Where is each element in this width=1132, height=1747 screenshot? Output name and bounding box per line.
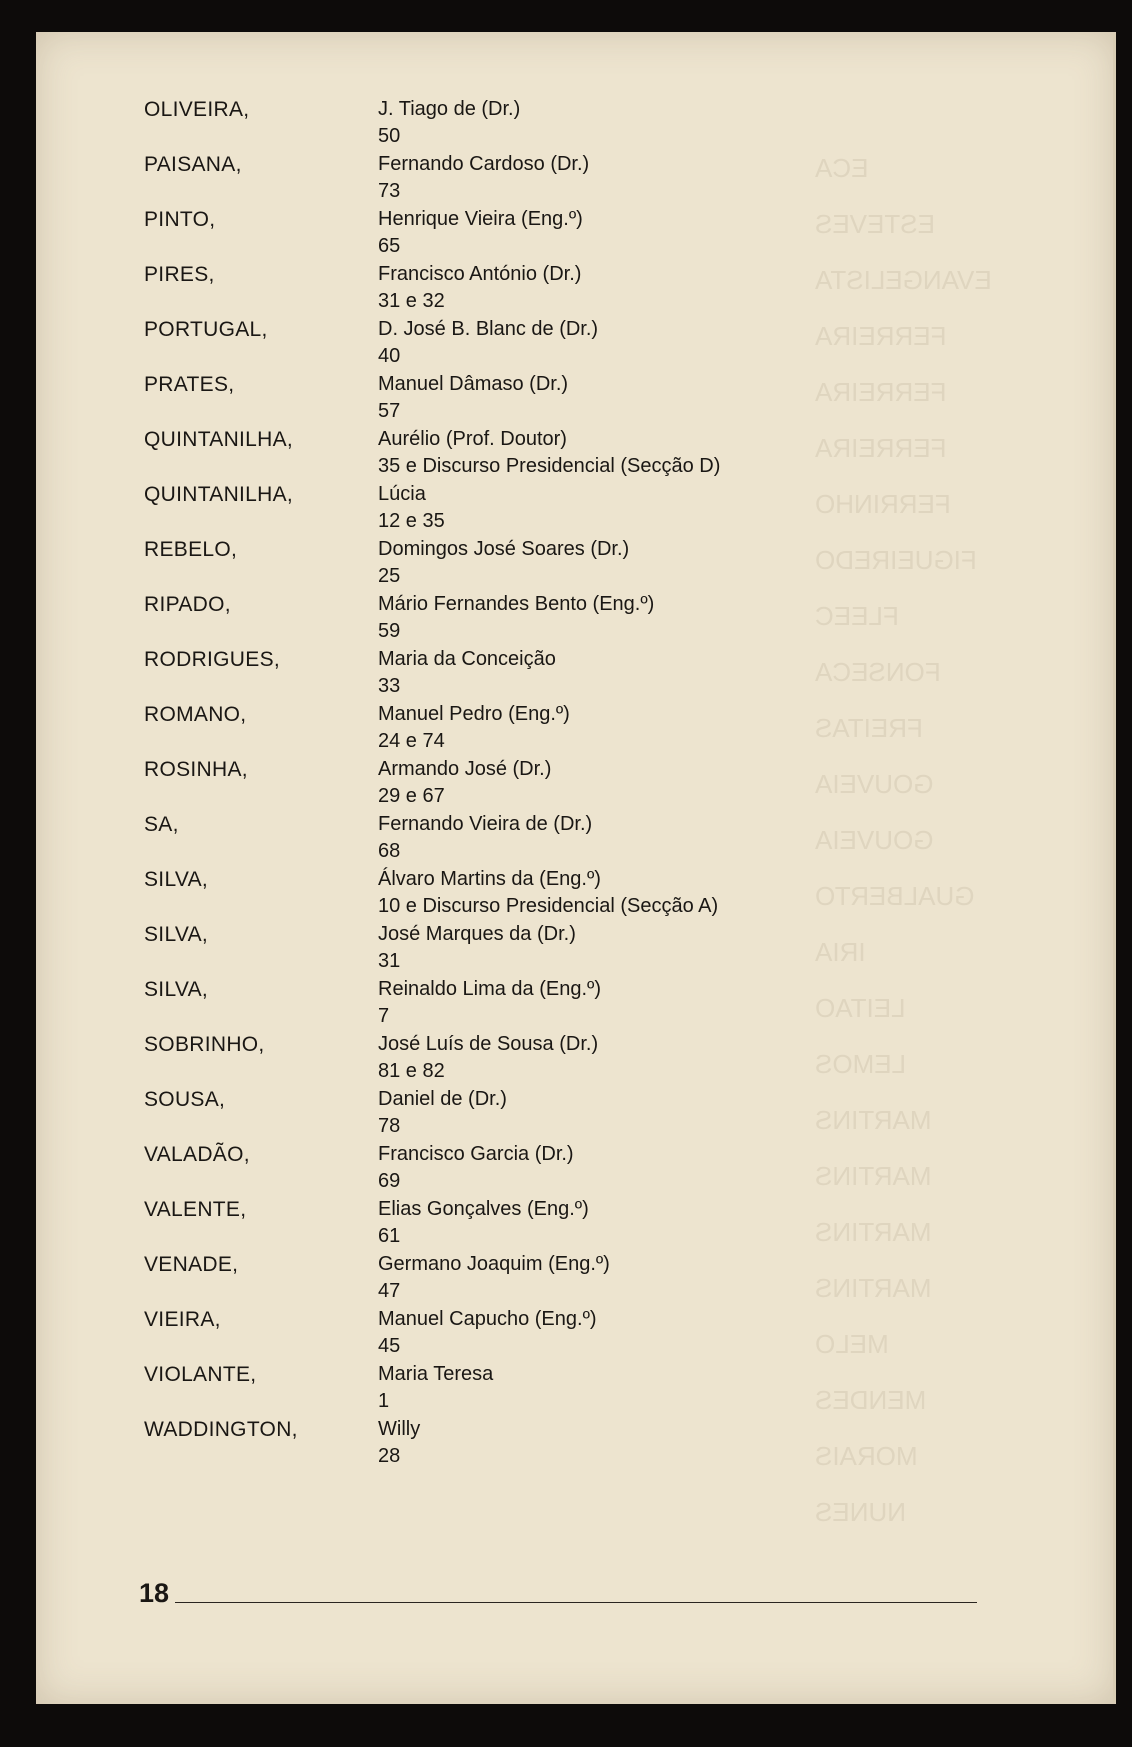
entry-detail xyxy=(378,1361,964,1416)
entry-given-name: Francisco António (Dr.) xyxy=(378,263,582,285)
entry-given-name: Germano Joaquim (Eng.º) xyxy=(378,1253,610,1275)
entry-surname: SOBRINHO, xyxy=(144,1033,265,1056)
entry-given-name: José Luís de Sousa (Dr.) xyxy=(378,1033,599,1055)
entry-detail xyxy=(378,426,964,481)
entry-surname: VENADE, xyxy=(144,1253,239,1276)
index-entry xyxy=(144,1086,964,1141)
entry-detail xyxy=(378,1306,964,1361)
entry-given-name: Lúcia xyxy=(378,483,426,505)
index-entry xyxy=(144,646,964,701)
index-entry xyxy=(144,316,964,371)
index-entry xyxy=(144,96,964,151)
entry-reference: 69 xyxy=(378,1170,401,1192)
entry-given-name: Álvaro Martins da (Eng.º) xyxy=(378,868,601,890)
entry-reference: 35 e Discurso Presidencial (Secção D) xyxy=(378,455,721,477)
entry-reference: 31 e 32 xyxy=(378,290,445,312)
entry-surname: ROSINHA, xyxy=(144,758,248,781)
entry-surname: PORTUGAL, xyxy=(144,318,268,341)
entry-given-name: Maria da Conceição xyxy=(378,648,556,670)
index-entry xyxy=(144,866,964,921)
entry-surname: SOUSA, xyxy=(144,1088,226,1111)
entry-given-name: Armando José (Dr.) xyxy=(378,758,552,780)
entry-given-name: D. José B. Blanc de (Dr.) xyxy=(378,318,599,340)
entry-detail xyxy=(378,371,964,426)
index-entry xyxy=(144,1031,964,1086)
index-entry xyxy=(144,481,964,536)
entry-reference: 59 xyxy=(378,620,401,642)
entry-reference: 10 e Discurso Presidencial (Secção A) xyxy=(378,895,719,917)
footer-rule xyxy=(175,1602,977,1603)
index-entry xyxy=(144,536,964,591)
entry-detail xyxy=(378,206,964,261)
entry-reference: 50 xyxy=(378,125,401,147)
author-index-list xyxy=(144,96,964,1471)
page-number: 18 xyxy=(139,1578,170,1608)
entry-reference: 40 xyxy=(378,345,401,367)
entry-given-name: Henrique Vieira (Eng.º) xyxy=(378,208,583,230)
index-entry xyxy=(144,206,964,261)
entry-reference: 65 xyxy=(378,235,401,257)
entry-detail xyxy=(378,811,964,866)
index-entry xyxy=(144,1306,964,1361)
entry-surname: REBELO, xyxy=(144,538,238,561)
entry-reference: 78 xyxy=(378,1115,401,1137)
entry-detail xyxy=(378,481,964,536)
entry-detail xyxy=(378,1251,964,1306)
entry-surname: VALENTE, xyxy=(144,1198,247,1221)
entry-reference: 47 xyxy=(378,1280,401,1302)
entry-reference: 73 xyxy=(378,180,401,202)
entry-surname: VIEIRA, xyxy=(144,1308,221,1331)
entry-surname: SILVA, xyxy=(144,868,209,891)
entry-given-name: Manuel Pedro (Eng.º) xyxy=(378,703,570,725)
entry-given-name: Fernando Vieira de (Dr.) xyxy=(378,813,593,835)
entry-detail xyxy=(378,921,964,976)
entry-surname: VALADÃO, xyxy=(144,1143,250,1166)
entry-reference: 12 e 35 xyxy=(378,510,445,532)
entry-surname: RIPADO, xyxy=(144,593,231,616)
entry-detail xyxy=(378,536,964,591)
entry-reference: 31 xyxy=(378,950,401,972)
entry-given-name: Reinaldo Lima da (Eng.º) xyxy=(378,978,601,1000)
entry-detail xyxy=(378,96,964,151)
entry-reference: 1 xyxy=(378,1390,390,1412)
entry-detail xyxy=(378,261,964,316)
entry-reference: 25 xyxy=(378,565,401,587)
entry-reference: 24 e 74 xyxy=(378,730,445,752)
entry-surname: PINTO, xyxy=(144,208,216,231)
entry-detail xyxy=(378,976,964,1031)
entry-given-name: Willy xyxy=(378,1418,421,1440)
entry-detail xyxy=(378,1416,964,1471)
entry-surname: PIRES, xyxy=(144,263,215,286)
entry-detail xyxy=(378,1086,964,1141)
entry-detail xyxy=(378,756,964,811)
index-entry xyxy=(144,701,964,756)
entry-surname: SILVA, xyxy=(144,923,209,946)
entry-surname: SA, xyxy=(144,813,179,836)
entry-surname: OLIVEIRA, xyxy=(144,98,250,121)
entry-given-name: Aurélio (Prof. Doutor) xyxy=(378,428,567,450)
entry-surname: RODRIGUES, xyxy=(144,648,281,671)
index-entry xyxy=(144,261,964,316)
index-entry xyxy=(144,1196,964,1251)
index-entry xyxy=(144,976,964,1031)
entry-detail xyxy=(378,591,964,646)
index-entry xyxy=(144,371,964,426)
entry-surname: WADDINGTON, xyxy=(144,1418,298,1441)
index-entry xyxy=(144,811,964,866)
entry-detail xyxy=(378,1141,964,1196)
index-entry xyxy=(144,1141,964,1196)
index-entry xyxy=(144,426,964,481)
entry-detail xyxy=(378,1196,964,1251)
entry-surname: SILVA, xyxy=(144,978,209,1001)
entry-detail xyxy=(378,151,964,206)
entry-reference: 7 xyxy=(378,1005,390,1027)
entry-given-name: José Marques da (Dr.) xyxy=(378,923,576,945)
entry-reference: 61 xyxy=(378,1225,401,1247)
entry-given-name: Francisco Garcia (Dr.) xyxy=(378,1143,574,1165)
entry-surname: PAISANA, xyxy=(144,153,242,176)
index-entry xyxy=(144,151,964,206)
page-edge xyxy=(1113,34,1116,1702)
index-entry xyxy=(144,591,964,646)
entry-surname: QUINTANILHA, xyxy=(144,428,294,451)
index-entry xyxy=(144,921,964,976)
index-entry xyxy=(144,756,964,811)
page-footer xyxy=(139,1568,977,1608)
entry-reference: 81 e 82 xyxy=(378,1060,445,1082)
index-entry xyxy=(144,1251,964,1306)
entry-given-name: Fernando Cardoso (Dr.) xyxy=(378,153,590,175)
entry-surname: ROMANO, xyxy=(144,703,247,726)
entry-given-name: Mário Fernandes Bento (Eng.º) xyxy=(378,593,655,615)
entry-reference: 57 xyxy=(378,400,401,422)
entry-given-name: Elias Gonçalves (Eng.º) xyxy=(378,1198,589,1220)
entry-reference: 29 e 67 xyxy=(378,785,445,807)
index-entry xyxy=(144,1361,964,1416)
entry-given-name: Maria Teresa xyxy=(378,1363,494,1385)
entry-reference: 33 xyxy=(378,675,401,697)
entry-reference: 28 xyxy=(378,1445,401,1467)
index-entry xyxy=(144,1416,964,1471)
entry-given-name: J. Tiago de (Dr.) xyxy=(378,98,521,120)
entry-given-name: Manuel Capucho (Eng.º) xyxy=(378,1308,597,1330)
entry-given-name: Domingos José Soares (Dr.) xyxy=(378,538,630,560)
entry-surname: QUINTANILHA, xyxy=(144,483,294,506)
entry-detail xyxy=(378,646,964,701)
entry-surname: PRATES, xyxy=(144,373,235,396)
entry-detail xyxy=(378,316,964,371)
entry-reference: 68 xyxy=(378,840,401,862)
entry-detail xyxy=(378,1031,964,1086)
entry-given-name: Manuel Dâmaso (Dr.) xyxy=(378,373,569,395)
entry-reference: 45 xyxy=(378,1335,401,1357)
entry-detail xyxy=(378,701,964,756)
entry-given-name: Daniel de (Dr.) xyxy=(378,1088,507,1110)
entry-surname: VIOLANTE, xyxy=(144,1363,257,1386)
entry-detail xyxy=(378,866,964,921)
